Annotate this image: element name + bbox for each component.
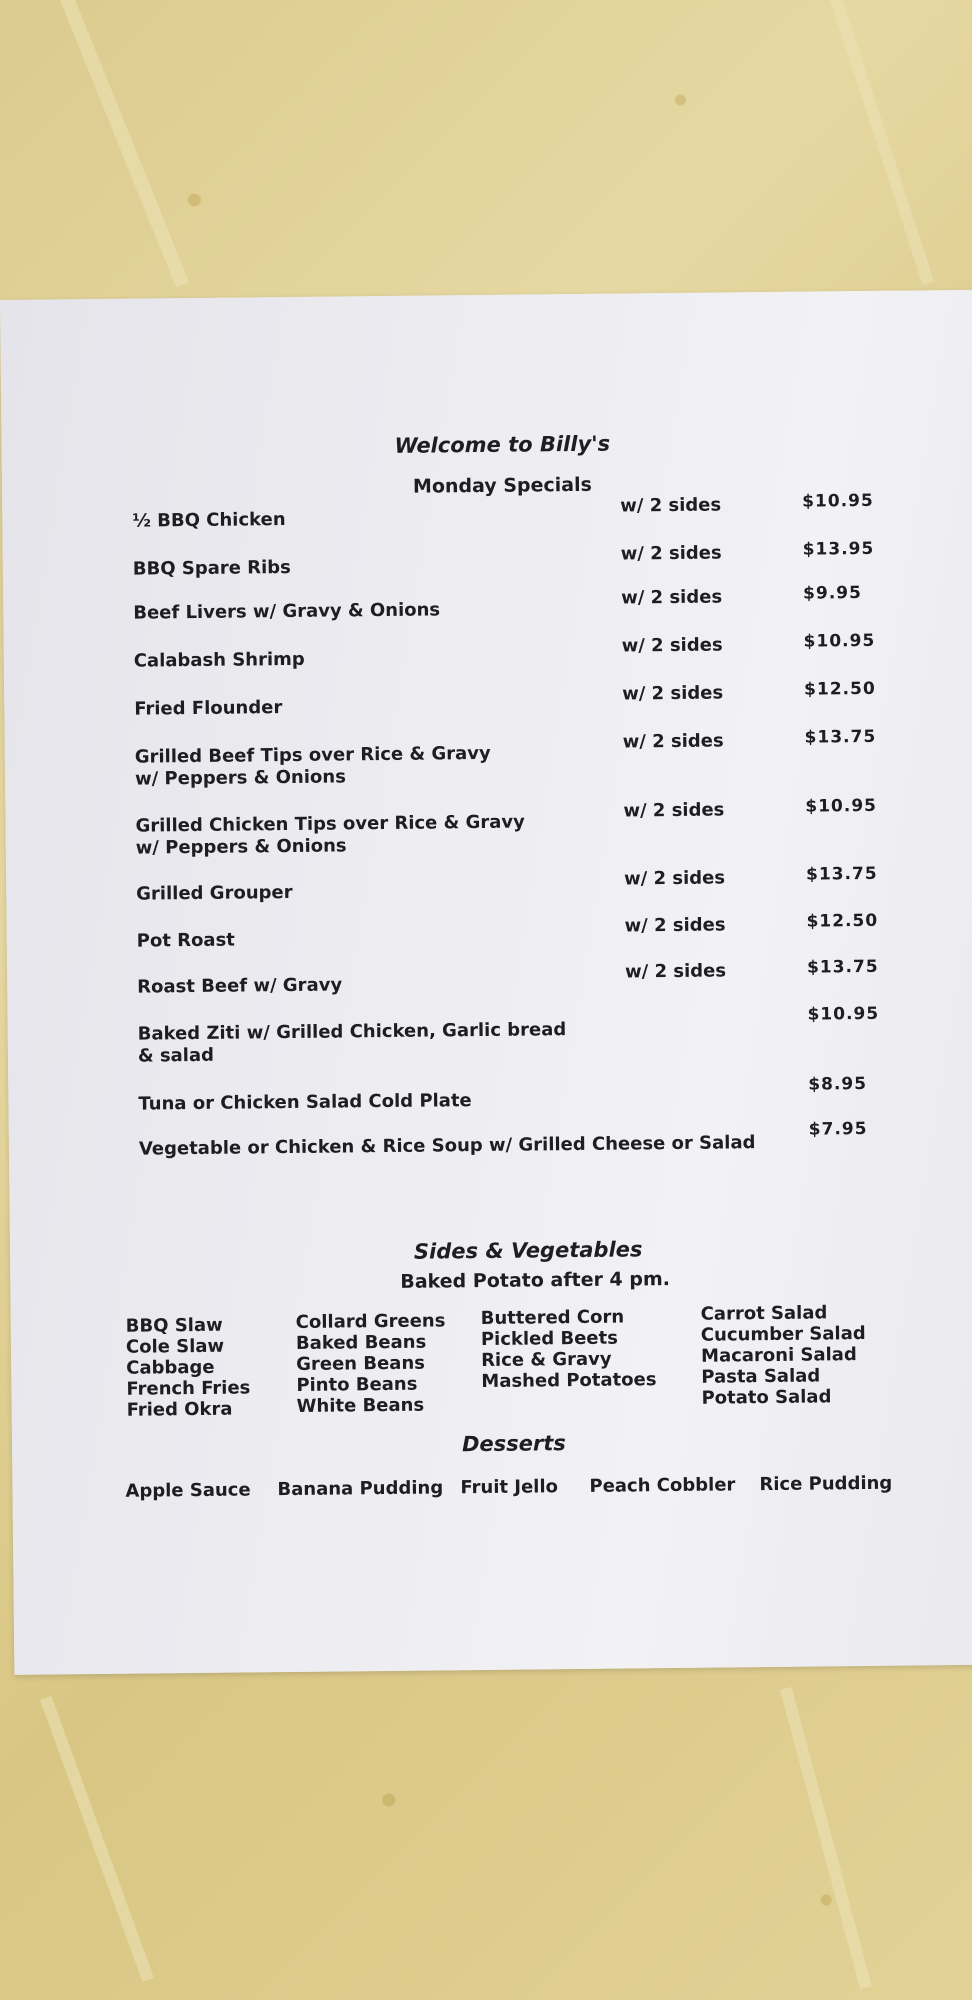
menu-item-price: $10.95 (807, 1003, 880, 1025)
menu-item-price: $8.95 (808, 1073, 868, 1095)
menu-item-price: $13.75 (805, 863, 878, 885)
side-item: Fried Okra (126, 1398, 233, 1421)
side-item: Baked Beans (295, 1331, 427, 1354)
side-item: Buttered Corn (480, 1306, 625, 1330)
floor-tile-seam (40, 1696, 154, 1982)
menu-item-sides: w/ 2 sides (620, 494, 722, 517)
side-item: Green Beans (296, 1352, 426, 1375)
menu-item-sides: w/ 2 sides (623, 867, 726, 890)
menu-sheet (0, 290, 972, 1675)
menu-item-sides: w/ 2 sides (624, 960, 727, 983)
menu-item-sides: w/ 2 sides (623, 799, 725, 822)
menu-item-sides: w/ 2 sides (622, 730, 724, 753)
menu-item-name: Fried Flounder (134, 697, 283, 720)
side-item: Cabbage (126, 1356, 215, 1379)
menu-item-name: Baked Ziti w/ Grilled Chicken, Garlic bread & salad (137, 1019, 567, 1067)
menu-item-price: $10.95 (803, 630, 876, 652)
dessert-item: Fruit Jello (460, 1476, 559, 1499)
menu-item-price: $12.50 (806, 910, 879, 932)
menu-title: Welcome to Billy's (394, 431, 611, 458)
menu-item-name: Pot Roast (136, 929, 235, 952)
side-item: Collard Greens (295, 1310, 446, 1333)
side-item: Carrot Salad (700, 1302, 828, 1325)
menu-item-price: $9.95 (803, 582, 863, 604)
side-item: Rice & Gravy (481, 1348, 612, 1372)
menu-item-price: $10.95 (802, 490, 874, 512)
menu-item-sides: w/ 2 sides (621, 586, 723, 609)
menu-item-price: $13.95 (802, 538, 875, 560)
side-item: Pinto Beans (296, 1373, 418, 1396)
menu-item-price: $10.95 (805, 795, 878, 817)
floor-tile-seam (60, 0, 189, 287)
menu-item-name: Roast Beef w/ Gravy (137, 974, 343, 998)
menu-item-sides: w/ 2 sides (621, 634, 723, 657)
dessert-item: Apple Sauce (125, 1479, 251, 1502)
floor-tile-seam (830, 0, 934, 285)
menu-item-name: Grilled Grouper (136, 881, 293, 905)
menu-item-sides: w/ 2 sides (624, 914, 726, 937)
side-item: Cucumber Salad (700, 1322, 866, 1346)
menu-item-price: $12.50 (804, 678, 876, 700)
sides-note: Baked Potato after 4 pm. (400, 1268, 671, 1293)
menu-item-price: $13.75 (806, 956, 879, 978)
menu-item-name: Tuna or Chicken Salad Cold Plate (138, 1090, 472, 1115)
side-item: Pasta Salad (701, 1365, 821, 1388)
side-item: Cole Slaw (125, 1335, 225, 1358)
menu-item-name: Grilled Beef Tips over Rice & Gravy w/ Peppers & Onions (134, 742, 491, 790)
menu-item-price: $13.75 (804, 726, 877, 748)
sides-column (296, 1310, 447, 1417)
sides-column (481, 1306, 657, 1392)
sides-column (701, 1302, 867, 1409)
side-item: White Beans (296, 1394, 425, 1417)
menu-item-sides: w/ 2 sides (620, 542, 722, 565)
side-item: BBQ Slaw (125, 1314, 223, 1337)
menu-item-name: Grilled Chicken Tips over Rice & Gravy w/ Peppers & Onions (135, 811, 525, 859)
side-item: Potato Salad (701, 1386, 832, 1409)
menu-item-sides: w/ 2 sides (622, 682, 724, 705)
sides-heading: Sides & Vegetables (413, 1237, 643, 1264)
menu-item-name: Calabash Shrimp (133, 648, 305, 672)
desserts-heading: Desserts (461, 1431, 566, 1457)
menu-item-name: BBQ Spare Ribs (132, 556, 291, 580)
side-item: French Fries (126, 1377, 251, 1400)
menu-item-name: ½ BBQ Chicken (132, 509, 286, 532)
menu-item-name: Vegetable or Chicken & Rice Soup w/ Grilled Cheese or Salad (138, 1132, 756, 1160)
menu-item-name: Beef Livers w/ Gravy & Onions (133, 599, 441, 624)
dessert-item: Peach Cobbler (589, 1474, 736, 1497)
dessert-item: Banana Pudding (277, 1477, 444, 1501)
dessert-item: Rice Pudding (759, 1472, 893, 1496)
side-item: Pickled Beets (480, 1327, 619, 1351)
side-item: Macaroni Salad (700, 1344, 857, 1367)
menu-item-price: $7.95 (808, 1118, 868, 1140)
side-item: Mashed Potatoes (481, 1369, 657, 1393)
floor-tile-seam (780, 1687, 872, 1990)
sides-column (126, 1314, 251, 1420)
menu-subtitle: Monday Specials (412, 473, 593, 498)
